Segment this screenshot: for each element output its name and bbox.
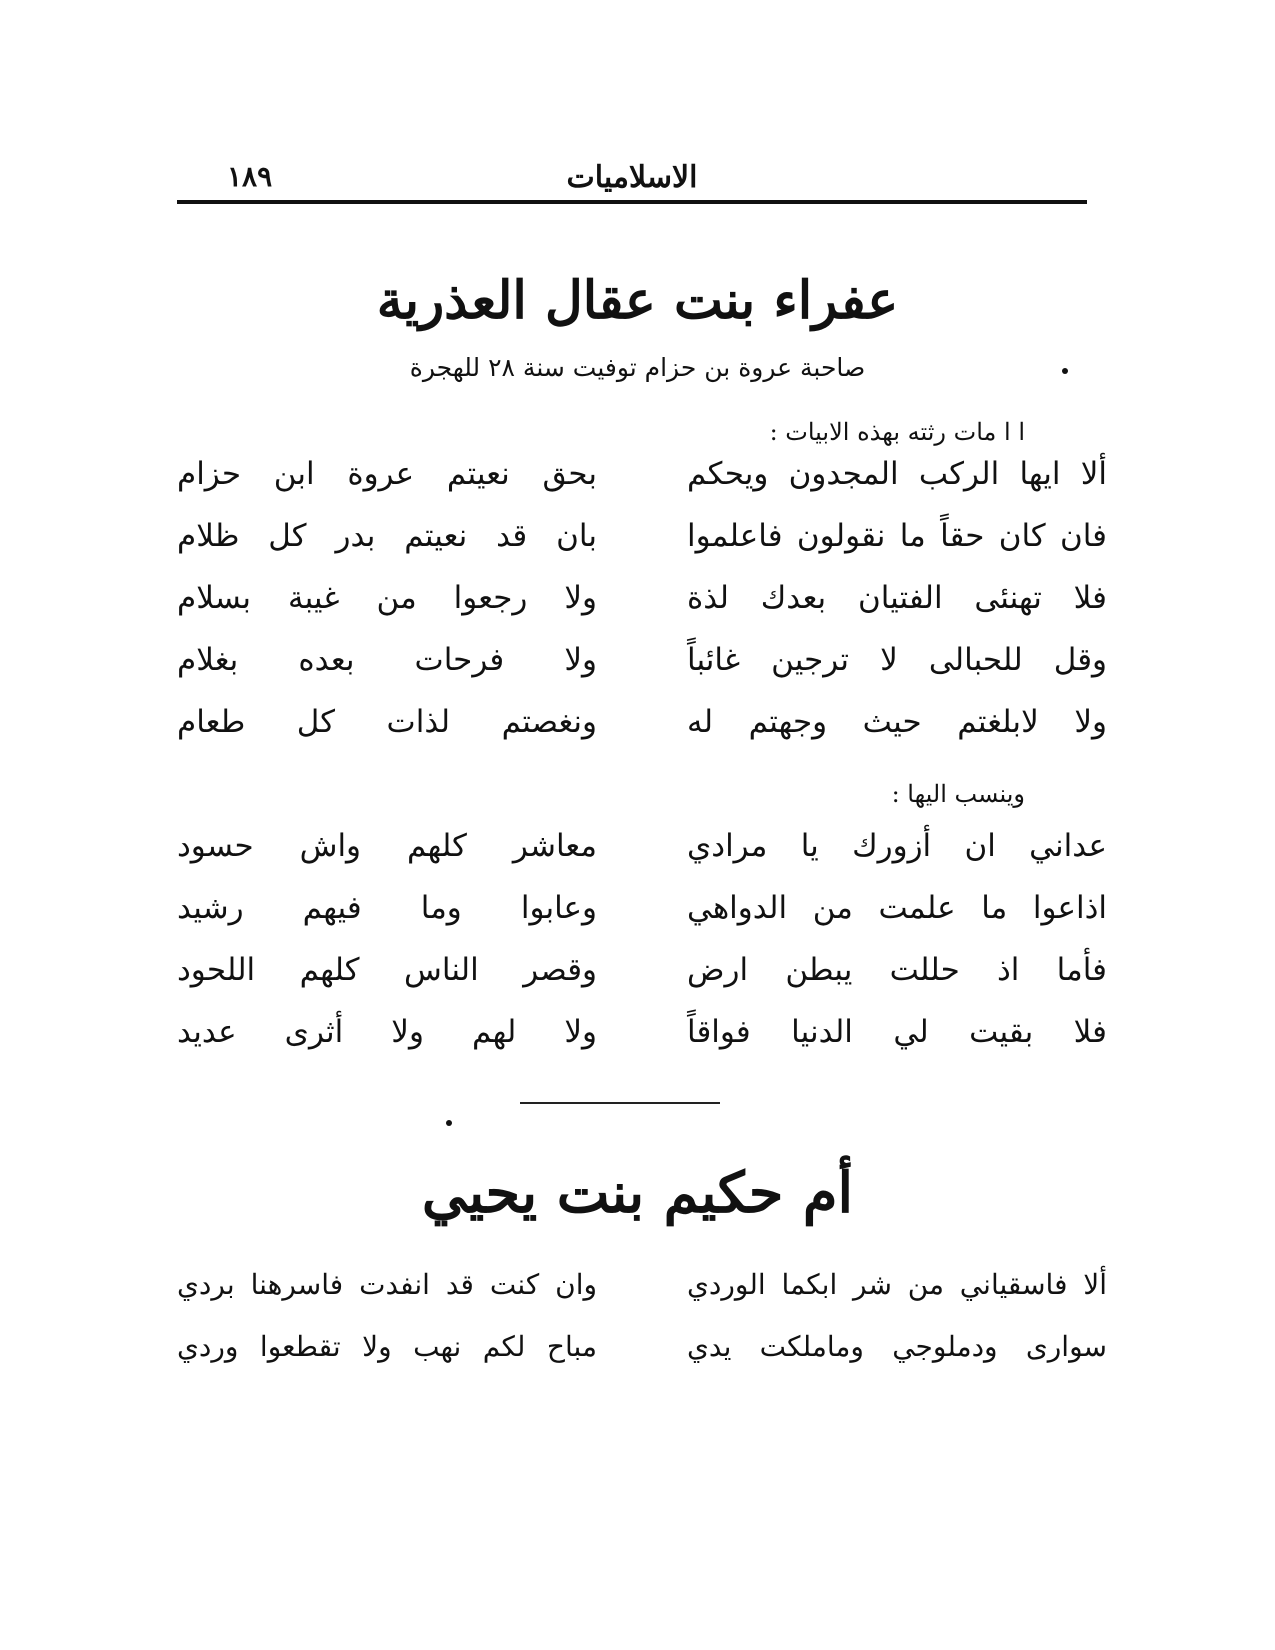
verse <box>177 828 1107 890</box>
verse-first-half: اذاعوا ما علمت من الدواهي <box>687 890 1107 926</box>
verse <box>177 456 1107 518</box>
verse-second-half: بحق نعيتم عروة ابن حزام <box>177 456 597 492</box>
verse-first-half: ألا ايها الركب المجدون ويحكم <box>687 456 1107 492</box>
verse-second-half: ولا فرحات بعده بغلام <box>177 642 597 678</box>
poem-attributed <box>177 828 1107 1076</box>
verse-first-half: فلا تهنئى الفتيان بعدك لذة <box>687 580 1107 616</box>
verse-first-half: عداني ان أزورك يا مرادي <box>687 828 1107 864</box>
section-title-afra: عفراء بنت عقال العذرية <box>376 270 899 331</box>
verse-second-half: وعابوا وما فيهم رشيد <box>177 890 597 926</box>
verse <box>177 1330 1107 1392</box>
verse <box>177 518 1107 580</box>
verse <box>177 1014 1107 1076</box>
ink-dot <box>1062 368 1068 374</box>
poem-umm-hakim <box>177 1268 1107 1392</box>
section-title-umm-hakim: أم حكيم بنت يحيي <box>421 1160 854 1226</box>
verse <box>177 952 1107 1014</box>
verse-second-half: معاشر كلهم واش حسود <box>177 828 597 864</box>
verse-second-half: ولا لهم ولا أثرى عديد <box>177 1014 597 1050</box>
verse <box>177 890 1107 952</box>
ink-dot <box>446 1120 452 1126</box>
verse-first-half: وقل للحبالى لا ترجين غائباً <box>687 642 1107 678</box>
verse-second-half: بان قد نعيتم بدر كل ظلام <box>177 518 597 554</box>
section-divider <box>520 1102 720 1104</box>
header-rule <box>177 200 1087 204</box>
verse-second-half: وان كنت قد انفدت فاسرهنا بردي <box>177 1268 597 1301</box>
page-number: ١٨٩ <box>227 160 273 193</box>
verse-second-half: ونغصتم لذات كل طعام <box>177 704 597 740</box>
verse-first-half: فأما اذ حللت يبطن ارض <box>687 952 1107 988</box>
verse <box>177 704 1107 766</box>
verse-second-half: وقصر الناس كلهم اللحود <box>177 952 597 988</box>
verse <box>177 1268 1107 1330</box>
section-subtitle-afra: صاحبة عروة بن حزام توفيت سنة ٢٨ للهجرة <box>409 353 866 382</box>
poem-intro-attributed: وينسب اليها : <box>891 780 1025 808</box>
verse-second-half: ولا رجعوا من غيبة بسلام <box>177 580 597 616</box>
verse <box>177 642 1107 704</box>
verse-first-half: فلا بقيت لي الدنيا فواقاً <box>687 1014 1107 1050</box>
verse-first-half: فان كان حقاً ما نقولون فاعلموا <box>687 518 1107 554</box>
verse <box>177 580 1107 642</box>
header-title: الاسلاميات <box>566 160 698 195</box>
verse-first-half: سوارى ودملوجي وماملكت يدي <box>687 1330 1107 1363</box>
poem-intro: ا ا مات رثته بهذه الابيات : <box>769 418 1025 446</box>
verse-second-half: مباح لكم نهب ولا تقطعوا وردي <box>177 1330 597 1363</box>
verse-first-half: ألا فاسقياني من شر ابكما الوردي <box>687 1268 1107 1301</box>
verse-first-half: ولا لابلغتم حيث وجهتم له <box>687 704 1107 740</box>
running-header <box>177 160 1087 198</box>
poem-elegy <box>177 456 1107 766</box>
